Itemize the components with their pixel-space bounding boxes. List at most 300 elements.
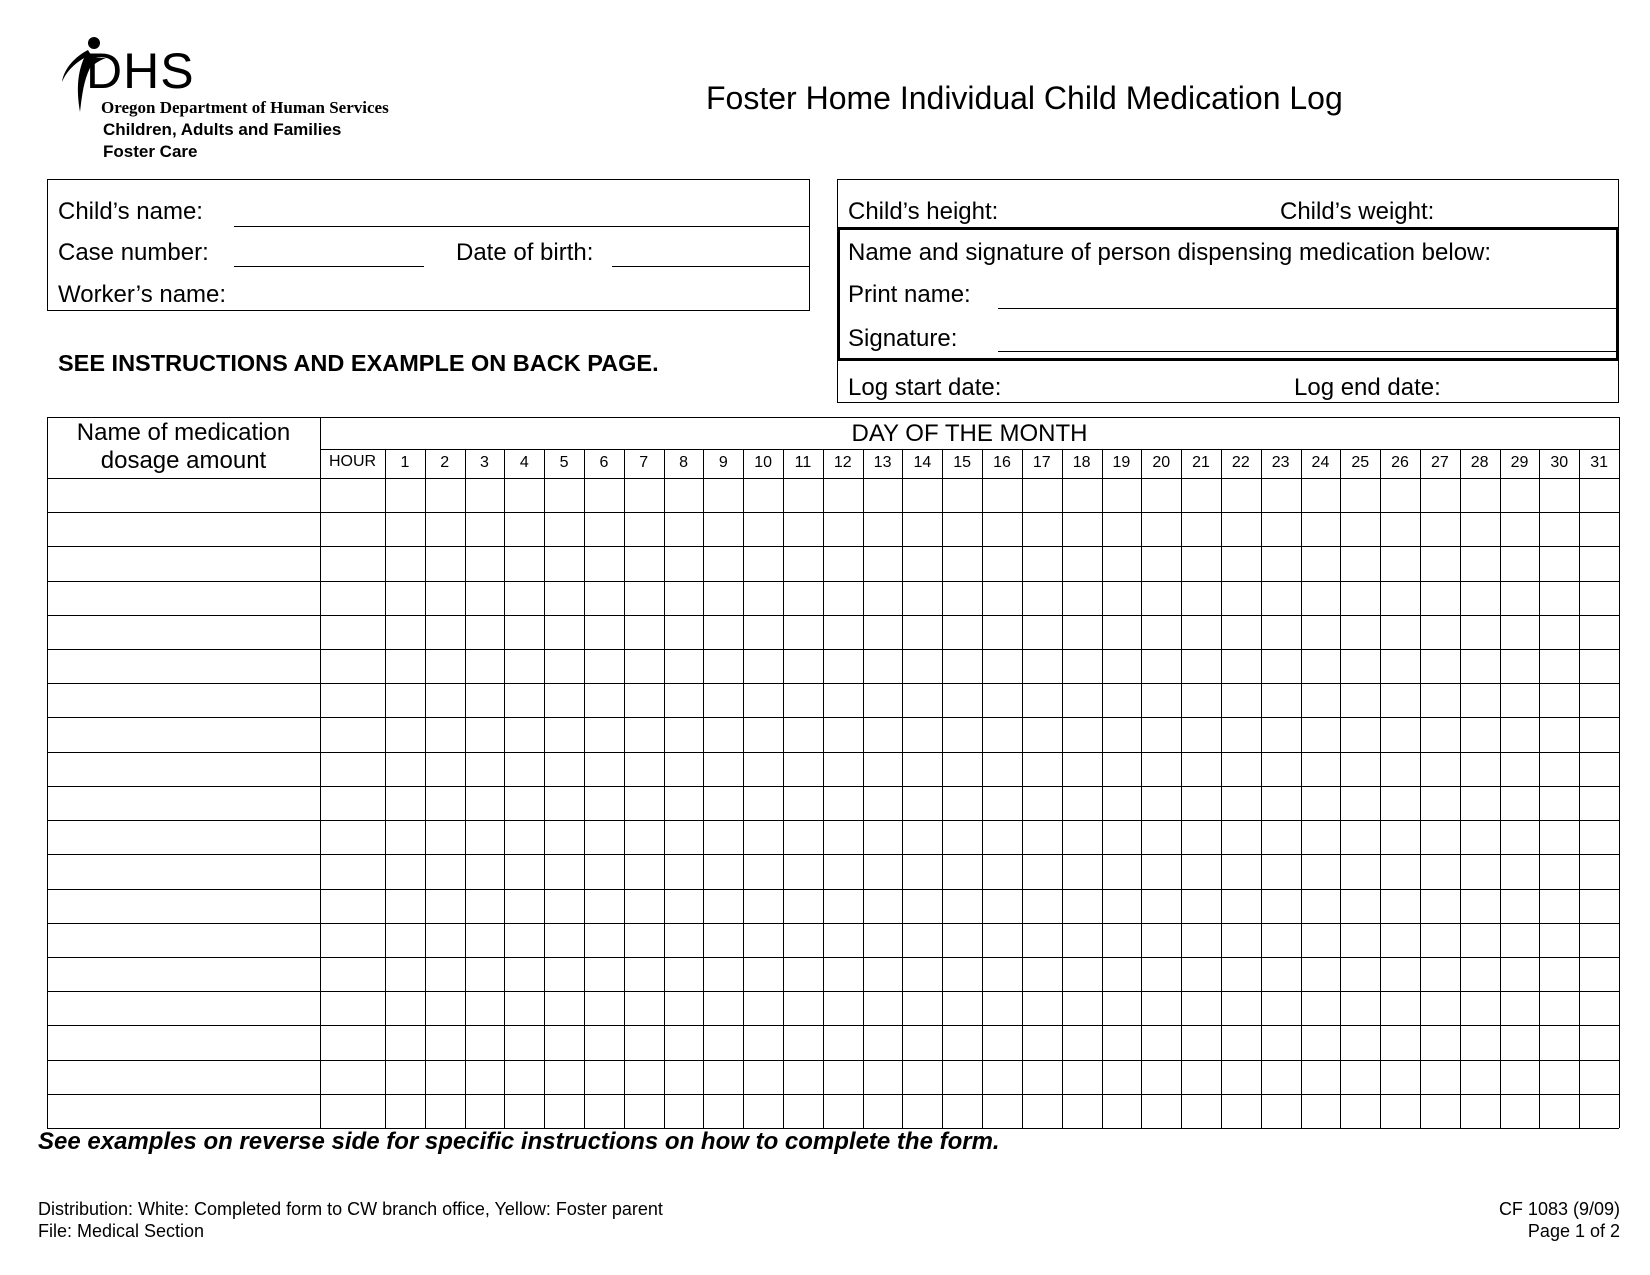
day-entry-cell[interactable] <box>465 820 505 854</box>
day-entry-cell[interactable] <box>1500 717 1540 751</box>
day-entry-cell[interactable] <box>703 752 743 786</box>
day-entry-cell[interactable] <box>584 649 624 683</box>
day-entry-cell[interactable] <box>1022 615 1062 649</box>
day-entry-cell[interactable] <box>1500 1094 1540 1128</box>
day-entry-cell[interactable] <box>624 923 664 957</box>
day-entry-cell[interactable] <box>1340 1025 1380 1059</box>
day-entry-cell[interactable] <box>1539 991 1579 1025</box>
day-entry-cell[interactable] <box>1102 615 1142 649</box>
day-entry-cell[interactable] <box>703 786 743 820</box>
medication-name-cell[interactable] <box>47 820 320 854</box>
day-entry-cell[interactable] <box>1420 1025 1460 1059</box>
day-entry-cell[interactable] <box>504 786 544 820</box>
day-entry-cell[interactable] <box>664 923 704 957</box>
day-entry-cell[interactable] <box>1062 649 1102 683</box>
day-entry-cell[interactable] <box>1181 1025 1221 1059</box>
day-entry-cell[interactable] <box>425 683 465 717</box>
day-entry-cell[interactable] <box>823 649 863 683</box>
day-entry-cell[interactable] <box>664 1060 704 1094</box>
day-entry-cell[interactable] <box>1022 752 1062 786</box>
day-entry-cell[interactable] <box>1261 581 1301 615</box>
day-entry-cell[interactable] <box>1301 1060 1341 1094</box>
day-entry-cell[interactable] <box>624 854 664 888</box>
day-entry-cell[interactable] <box>942 1094 982 1128</box>
day-entry-cell[interactable] <box>624 546 664 580</box>
day-entry-cell[interactable] <box>664 581 704 615</box>
day-entry-cell[interactable] <box>584 991 624 1025</box>
day-entry-cell[interactable] <box>1261 752 1301 786</box>
day-entry-cell[interactable] <box>465 546 505 580</box>
day-entry-cell[interactable] <box>504 923 544 957</box>
day-entry-cell[interactable] <box>1340 923 1380 957</box>
day-entry-cell[interactable] <box>703 512 743 546</box>
day-entry-cell[interactable] <box>863 923 903 957</box>
day-entry-cell[interactable] <box>1261 717 1301 751</box>
day-entry-cell[interactable] <box>1022 1060 1062 1094</box>
day-entry-cell[interactable] <box>1102 889 1142 923</box>
day-entry-cell[interactable] <box>1460 615 1500 649</box>
day-entry-cell[interactable] <box>1500 820 1540 854</box>
day-entry-cell[interactable] <box>544 478 584 512</box>
day-entry-cell[interactable] <box>783 752 823 786</box>
day-entry-cell[interactable] <box>1460 478 1500 512</box>
day-entry-cell[interactable] <box>1301 923 1341 957</box>
day-entry-cell[interactable] <box>1301 478 1341 512</box>
day-entry-cell[interactable] <box>664 615 704 649</box>
day-entry-cell[interactable] <box>1221 820 1261 854</box>
day-entry-cell[interactable] <box>1022 683 1062 717</box>
day-entry-cell[interactable] <box>823 854 863 888</box>
day-entry-cell[interactable] <box>1340 957 1380 991</box>
day-entry-cell[interactable] <box>1380 615 1420 649</box>
day-entry-cell[interactable] <box>385 683 425 717</box>
day-entry-cell[interactable] <box>624 752 664 786</box>
day-entry-cell[interactable] <box>1301 683 1341 717</box>
day-entry-cell[interactable] <box>1062 820 1102 854</box>
day-entry-cell[interactable] <box>783 512 823 546</box>
day-entry-cell[interactable] <box>544 786 584 820</box>
day-entry-cell[interactable] <box>1022 991 1062 1025</box>
day-entry-cell[interactable] <box>1579 615 1619 649</box>
day-entry-cell[interactable] <box>1500 683 1540 717</box>
day-entry-cell[interactable] <box>823 923 863 957</box>
day-entry-cell[interactable] <box>1102 478 1142 512</box>
medication-name-cell[interactable] <box>47 512 320 546</box>
day-entry-cell[interactable] <box>1261 957 1301 991</box>
day-entry-cell[interactable] <box>1579 1060 1619 1094</box>
day-entry-cell[interactable] <box>1102 752 1142 786</box>
day-entry-cell[interactable] <box>465 683 505 717</box>
day-entry-cell[interactable] <box>425 1060 465 1094</box>
day-entry-cell[interactable] <box>465 717 505 751</box>
day-entry-cell[interactable] <box>1141 546 1181 580</box>
day-entry-cell[interactable] <box>1022 820 1062 854</box>
day-entry-cell[interactable] <box>1062 615 1102 649</box>
day-entry-cell[interactable] <box>703 991 743 1025</box>
medication-name-cell[interactable] <box>47 991 320 1025</box>
day-entry-cell[interactable] <box>743 512 783 546</box>
day-entry-cell[interactable] <box>942 1025 982 1059</box>
day-entry-cell[interactable] <box>1579 1094 1619 1128</box>
day-entry-cell[interactable] <box>1301 717 1341 751</box>
day-entry-cell[interactable] <box>1500 991 1540 1025</box>
day-entry-cell[interactable] <box>1261 683 1301 717</box>
day-entry-cell[interactable] <box>664 854 704 888</box>
day-entry-cell[interactable] <box>1340 478 1380 512</box>
day-entry-cell[interactable] <box>385 991 425 1025</box>
day-entry-cell[interactable] <box>1062 991 1102 1025</box>
day-entry-cell[interactable] <box>1420 615 1460 649</box>
day-entry-cell[interactable] <box>1539 786 1579 820</box>
day-entry-cell[interactable] <box>1579 1025 1619 1059</box>
day-entry-cell[interactable] <box>1420 478 1460 512</box>
day-entry-cell[interactable] <box>1022 512 1062 546</box>
day-entry-cell[interactable] <box>465 649 505 683</box>
day-entry-cell[interactable] <box>743 683 783 717</box>
day-entry-cell[interactable] <box>1062 1094 1102 1128</box>
day-entry-cell[interactable] <box>1380 478 1420 512</box>
day-entry-cell[interactable] <box>1141 820 1181 854</box>
day-entry-cell[interactable] <box>1340 581 1380 615</box>
day-entry-cell[interactable] <box>1221 1025 1261 1059</box>
day-entry-cell[interactable] <box>1301 615 1341 649</box>
day-entry-cell[interactable] <box>1420 1060 1460 1094</box>
day-entry-cell[interactable] <box>743 478 783 512</box>
day-entry-cell[interactable] <box>624 581 664 615</box>
day-entry-cell[interactable] <box>823 478 863 512</box>
day-entry-cell[interactable] <box>1460 581 1500 615</box>
day-entry-cell[interactable] <box>1062 923 1102 957</box>
day-entry-cell[interactable] <box>664 1025 704 1059</box>
day-entry-cell[interactable] <box>863 512 903 546</box>
day-entry-cell[interactable] <box>982 683 1022 717</box>
day-entry-cell[interactable] <box>1062 581 1102 615</box>
day-entry-cell[interactable] <box>1420 546 1460 580</box>
day-entry-cell[interactable] <box>942 752 982 786</box>
day-entry-cell[interactable] <box>863 786 903 820</box>
day-entry-cell[interactable] <box>703 1094 743 1128</box>
day-entry-cell[interactable] <box>942 512 982 546</box>
day-entry-cell[interactable] <box>425 957 465 991</box>
day-entry-cell[interactable] <box>783 854 823 888</box>
day-entry-cell[interactable] <box>1420 683 1460 717</box>
day-entry-cell[interactable] <box>863 615 903 649</box>
day-entry-cell[interactable] <box>982 581 1022 615</box>
day-entry-cell[interactable] <box>504 512 544 546</box>
day-entry-cell[interactable] <box>743 1094 783 1128</box>
day-entry-cell[interactable] <box>1380 752 1420 786</box>
day-entry-cell[interactable] <box>664 649 704 683</box>
day-entry-cell[interactable] <box>1301 1025 1341 1059</box>
day-entry-cell[interactable] <box>982 752 1022 786</box>
day-entry-cell[interactable] <box>1539 615 1579 649</box>
day-entry-cell[interactable] <box>1181 752 1221 786</box>
day-entry-cell[interactable] <box>743 649 783 683</box>
day-entry-cell[interactable] <box>465 478 505 512</box>
day-entry-cell[interactable] <box>385 649 425 683</box>
day-entry-cell[interactable] <box>982 1025 1022 1059</box>
day-entry-cell[interactable] <box>425 752 465 786</box>
hour-cell[interactable] <box>320 717 385 751</box>
day-entry-cell[interactable] <box>1420 957 1460 991</box>
day-entry-cell[interactable] <box>902 581 942 615</box>
day-entry-cell[interactable] <box>1221 581 1261 615</box>
day-entry-cell[interactable] <box>584 683 624 717</box>
day-entry-cell[interactable] <box>902 615 942 649</box>
day-entry-cell[interactable] <box>664 957 704 991</box>
day-entry-cell[interactable] <box>584 581 624 615</box>
day-entry-cell[interactable] <box>902 717 942 751</box>
medication-name-cell[interactable] <box>47 649 320 683</box>
day-entry-cell[interactable] <box>703 854 743 888</box>
day-entry-cell[interactable] <box>1579 546 1619 580</box>
day-entry-cell[interactable] <box>902 786 942 820</box>
day-entry-cell[interactable] <box>982 854 1022 888</box>
day-entry-cell[interactable] <box>863 889 903 923</box>
day-entry-cell[interactable] <box>1261 889 1301 923</box>
day-entry-cell[interactable] <box>1579 889 1619 923</box>
hour-cell[interactable] <box>320 1060 385 1094</box>
day-entry-cell[interactable] <box>863 1094 903 1128</box>
day-entry-cell[interactable] <box>1261 923 1301 957</box>
day-entry-cell[interactable] <box>942 581 982 615</box>
day-entry-cell[interactable] <box>1141 615 1181 649</box>
day-entry-cell[interactable] <box>1460 546 1500 580</box>
day-entry-cell[interactable] <box>1022 957 1062 991</box>
day-entry-cell[interactable] <box>703 478 743 512</box>
day-entry-cell[interactable] <box>783 923 823 957</box>
day-entry-cell[interactable] <box>863 546 903 580</box>
day-entry-cell[interactable] <box>823 512 863 546</box>
day-entry-cell[interactable] <box>1062 1060 1102 1094</box>
day-entry-cell[interactable] <box>1141 581 1181 615</box>
day-entry-cell[interactable] <box>902 854 942 888</box>
day-entry-cell[interactable] <box>425 649 465 683</box>
day-entry-cell[interactable] <box>1579 478 1619 512</box>
day-entry-cell[interactable] <box>1261 991 1301 1025</box>
day-entry-cell[interactable] <box>425 1025 465 1059</box>
day-entry-cell[interactable] <box>1181 615 1221 649</box>
day-entry-cell[interactable] <box>385 957 425 991</box>
day-entry-cell[interactable] <box>1221 649 1261 683</box>
day-entry-cell[interactable] <box>465 786 505 820</box>
day-entry-cell[interactable] <box>544 581 584 615</box>
day-entry-cell[interactable] <box>823 683 863 717</box>
day-entry-cell[interactable] <box>1062 546 1102 580</box>
day-entry-cell[interactable] <box>942 615 982 649</box>
day-entry-cell[interactable] <box>1539 752 1579 786</box>
day-entry-cell[interactable] <box>1102 1025 1142 1059</box>
day-entry-cell[interactable] <box>664 546 704 580</box>
day-entry-cell[interactable] <box>743 615 783 649</box>
day-entry-cell[interactable] <box>1301 752 1341 786</box>
day-entry-cell[interactable] <box>664 991 704 1025</box>
day-entry-cell[interactable] <box>1062 1025 1102 1059</box>
day-entry-cell[interactable] <box>425 478 465 512</box>
day-entry-cell[interactable] <box>1460 752 1500 786</box>
day-entry-cell[interactable] <box>942 717 982 751</box>
day-entry-cell[interactable] <box>425 1094 465 1128</box>
day-entry-cell[interactable] <box>1221 889 1261 923</box>
day-entry-cell[interactable] <box>783 957 823 991</box>
day-entry-cell[interactable] <box>1460 512 1500 546</box>
day-entry-cell[interactable] <box>783 820 823 854</box>
print-name-field[interactable] <box>998 308 1616 309</box>
day-entry-cell[interactable] <box>1460 957 1500 991</box>
day-entry-cell[interactable] <box>942 820 982 854</box>
hour-cell[interactable] <box>320 1025 385 1059</box>
hour-cell[interactable] <box>320 1094 385 1128</box>
day-entry-cell[interactable] <box>1539 649 1579 683</box>
day-entry-cell[interactable] <box>1420 581 1460 615</box>
day-entry-cell[interactable] <box>544 546 584 580</box>
day-entry-cell[interactable] <box>1460 889 1500 923</box>
day-entry-cell[interactable] <box>1141 957 1181 991</box>
day-entry-cell[interactable] <box>1102 717 1142 751</box>
day-entry-cell[interactable] <box>1141 923 1181 957</box>
day-entry-cell[interactable] <box>504 1060 544 1094</box>
day-entry-cell[interactable] <box>624 1094 664 1128</box>
day-entry-cell[interactable] <box>584 889 624 923</box>
day-entry-cell[interactable] <box>902 957 942 991</box>
day-entry-cell[interactable] <box>1062 512 1102 546</box>
day-entry-cell[interactable] <box>1380 923 1420 957</box>
day-entry-cell[interactable] <box>664 820 704 854</box>
day-entry-cell[interactable] <box>504 854 544 888</box>
day-entry-cell[interactable] <box>863 717 903 751</box>
day-entry-cell[interactable] <box>385 820 425 854</box>
day-entry-cell[interactable] <box>1539 717 1579 751</box>
day-entry-cell[interactable] <box>1500 581 1540 615</box>
day-entry-cell[interactable] <box>1579 786 1619 820</box>
day-entry-cell[interactable] <box>544 1060 584 1094</box>
medication-name-cell[interactable] <box>47 889 320 923</box>
day-entry-cell[interactable] <box>1340 889 1380 923</box>
day-entry-cell[interactable] <box>1062 478 1102 512</box>
day-entry-cell[interactable] <box>544 854 584 888</box>
day-entry-cell[interactable] <box>504 581 544 615</box>
day-entry-cell[interactable] <box>1579 991 1619 1025</box>
day-entry-cell[interactable] <box>823 1060 863 1094</box>
day-entry-cell[interactable] <box>1022 854 1062 888</box>
day-entry-cell[interactable] <box>1062 957 1102 991</box>
day-entry-cell[interactable] <box>1579 649 1619 683</box>
day-entry-cell[interactable] <box>1301 1094 1341 1128</box>
day-entry-cell[interactable] <box>982 546 1022 580</box>
day-entry-cell[interactable] <box>1301 546 1341 580</box>
day-entry-cell[interactable] <box>863 820 903 854</box>
medication-name-cell[interactable] <box>47 854 320 888</box>
day-entry-cell[interactable] <box>743 546 783 580</box>
day-entry-cell[interactable] <box>504 649 544 683</box>
day-entry-cell[interactable] <box>823 546 863 580</box>
medication-name-cell[interactable] <box>47 615 320 649</box>
day-entry-cell[interactable] <box>1460 786 1500 820</box>
day-entry-cell[interactable] <box>1221 923 1261 957</box>
day-entry-cell[interactable] <box>544 1025 584 1059</box>
day-entry-cell[interactable] <box>902 820 942 854</box>
day-entry-cell[interactable] <box>1380 854 1420 888</box>
day-entry-cell[interactable] <box>425 820 465 854</box>
day-entry-cell[interactable] <box>1102 1094 1142 1128</box>
day-entry-cell[interactable] <box>1022 717 1062 751</box>
day-entry-cell[interactable] <box>1460 683 1500 717</box>
day-entry-cell[interactable] <box>1380 957 1420 991</box>
day-entry-cell[interactable] <box>544 512 584 546</box>
day-entry-cell[interactable] <box>544 683 584 717</box>
day-entry-cell[interactable] <box>1022 546 1062 580</box>
day-entry-cell[interactable] <box>1141 991 1181 1025</box>
day-entry-cell[interactable] <box>425 923 465 957</box>
day-entry-cell[interactable] <box>1380 512 1420 546</box>
day-entry-cell[interactable] <box>902 478 942 512</box>
day-entry-cell[interactable] <box>1022 1094 1062 1128</box>
day-entry-cell[interactable] <box>1460 854 1500 888</box>
day-entry-cell[interactable] <box>1141 786 1181 820</box>
day-entry-cell[interactable] <box>1460 1094 1500 1128</box>
day-entry-cell[interactable] <box>783 546 823 580</box>
day-entry-cell[interactable] <box>1141 512 1181 546</box>
day-entry-cell[interactable] <box>1500 546 1540 580</box>
day-entry-cell[interactable] <box>902 991 942 1025</box>
day-entry-cell[interactable] <box>504 820 544 854</box>
day-entry-cell[interactable] <box>664 512 704 546</box>
day-entry-cell[interactable] <box>743 1060 783 1094</box>
day-entry-cell[interactable] <box>1022 889 1062 923</box>
day-entry-cell[interactable] <box>1102 1060 1142 1094</box>
day-entry-cell[interactable] <box>1539 889 1579 923</box>
day-entry-cell[interactable] <box>504 957 544 991</box>
day-entry-cell[interactable] <box>1301 854 1341 888</box>
day-entry-cell[interactable] <box>982 923 1022 957</box>
day-entry-cell[interactable] <box>1420 649 1460 683</box>
day-entry-cell[interactable] <box>743 581 783 615</box>
day-entry-cell[interactable] <box>1181 786 1221 820</box>
day-entry-cell[interactable] <box>743 991 783 1025</box>
day-entry-cell[interactable] <box>1181 581 1221 615</box>
day-entry-cell[interactable] <box>624 820 664 854</box>
day-entry-cell[interactable] <box>942 923 982 957</box>
day-entry-cell[interactable] <box>664 683 704 717</box>
day-entry-cell[interactable] <box>942 957 982 991</box>
day-entry-cell[interactable] <box>425 581 465 615</box>
day-entry-cell[interactable] <box>1062 752 1102 786</box>
day-entry-cell[interactable] <box>1579 683 1619 717</box>
day-entry-cell[interactable] <box>1261 1060 1301 1094</box>
day-entry-cell[interactable] <box>1181 1094 1221 1128</box>
day-entry-cell[interactable] <box>1420 820 1460 854</box>
day-entry-cell[interactable] <box>982 1060 1022 1094</box>
day-entry-cell[interactable] <box>1261 854 1301 888</box>
day-entry-cell[interactable] <box>1301 991 1341 1025</box>
day-entry-cell[interactable] <box>1340 752 1380 786</box>
day-entry-cell[interactable] <box>425 854 465 888</box>
day-entry-cell[interactable] <box>1181 717 1221 751</box>
day-entry-cell[interactable] <box>1460 1025 1500 1059</box>
day-entry-cell[interactable] <box>1181 820 1221 854</box>
day-entry-cell[interactable] <box>385 1060 425 1094</box>
day-entry-cell[interactable] <box>1141 717 1181 751</box>
day-entry-cell[interactable] <box>1539 923 1579 957</box>
day-entry-cell[interactable] <box>425 717 465 751</box>
day-entry-cell[interactable] <box>1500 957 1540 991</box>
day-entry-cell[interactable] <box>1579 752 1619 786</box>
day-entry-cell[interactable] <box>823 581 863 615</box>
day-entry-cell[interactable] <box>664 752 704 786</box>
day-entry-cell[interactable] <box>902 923 942 957</box>
childs-name-field[interactable] <box>234 226 810 227</box>
day-entry-cell[interactable] <box>743 923 783 957</box>
